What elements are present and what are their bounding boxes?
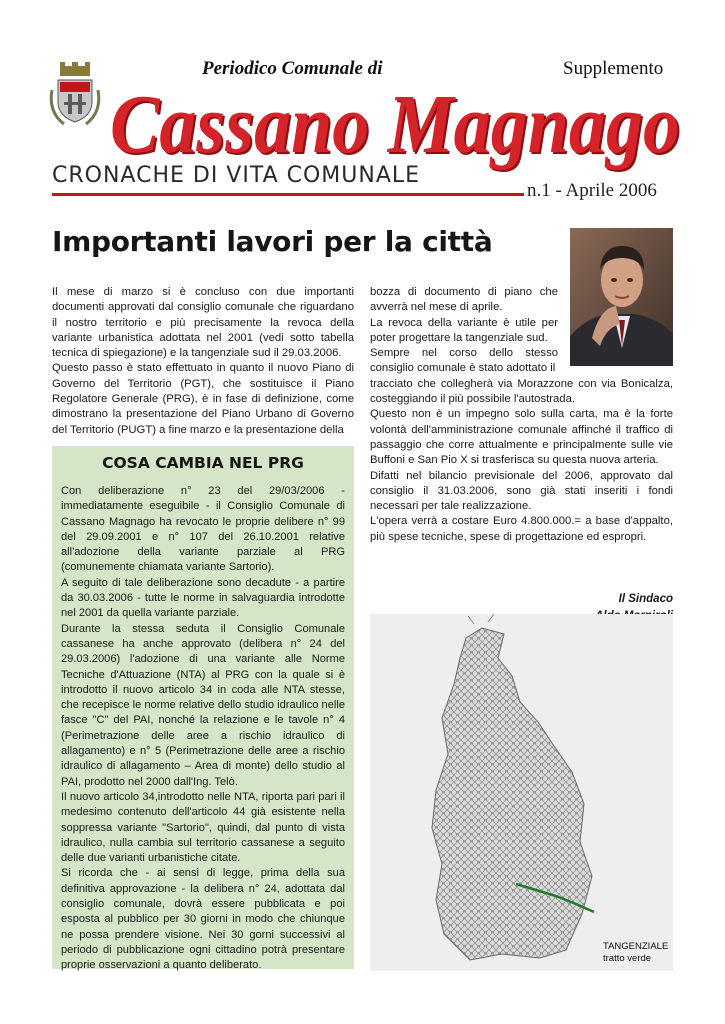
box-body — [61, 484, 345, 974]
map-caption — [603, 941, 668, 965]
box-paragraph: A seguito di tale deliberazione sono decadute - a partire da 30.03.2006 - tutte le norme in salvaguardia introdotte nel 2001 da quella variante parziale. — [61, 576, 345, 620]
article-paragraph: Questo passo è stato effettuato in quanto il nuovo Piano di Governo del Territorio (PGT), che sostituisce il Piano Regolatore Generale (PRG), è in fase di definizione, come dimostrano la presentazione del Piano Urbano di Governo del Territorio (PUGT) a fine marzo e la presentazione della — [52, 362, 354, 436]
supplement-label: Supplemento — [563, 58, 664, 79]
section-title: CRONACHE DI VITA COMUNALE — [52, 163, 421, 188]
issue-number: n.1 - Aprile 2006 — [527, 180, 657, 201]
column-2-top — [370, 285, 558, 377]
signature-role: Il Sindaco — [618, 593, 673, 605]
article-paragraph: Questo non è un impegno solo sulla carta, ma è la forte volontà dell'amministrazione comunale affinché il traffico di passaggio che corre attualmente e principalmente sulle vie Buffoni e San Pio X si trasferisca su questa nuova arteria. — [370, 408, 673, 467]
prg-changes-box — [52, 446, 354, 972]
box-paragraph: Si ricorda che - ai sensi di legge, prima della sua definitiva approvazione - la delibera n° 24, adottata dal consiglio comunale, dovrà essere pubblicata e poi esposta al pubblico per 30 giorni in modo che chiunque ne possa prendere visione. Nei 30 gorni successivi al periodo di pubblicazione ogni cittadino potrà presentare proprie osservazioni a quanto deliberato. — [61, 867, 345, 972]
article-paragraph: Il mese di marzo si è concluso con due importanti documenti approvati dal consiglio comunale che riguardano il nostro territorio e più precisamente la revoca della variante urbanistica adottata nel 2001 (vedi sotto tabella tecnica di spiegazione) e la tangenziale sud il 29.03.2006. — [52, 286, 354, 360]
box-paragraph: Con deliberazione n° 23 del 29/03/2006 - immediatamente eseguibile - il Consiglio Comunale di Cassano Magnago ha revocato le proprie delibere n° 99 del 29.09.2001 e n° 107 del 26.10.2001 relative all'adozione della variante parziale al PRG (comunemente chiamata variante Sartorio). — [61, 485, 345, 574]
box-title: COSA CAMBIA NEL PRG — [102, 454, 304, 472]
article-paragraph: L'opera verrà a costare Euro 4.800.000.= a base d'appalto, più spese tecniche, spese di progettazione ed espropri. — [370, 515, 673, 543]
box-paragraph: Durante la stessa seduta il Consiglio Comunale cassanese ha anche approvato (delibera n° 24 del 29.03.2006) l'adozione di una variante alle Norme Tecniche d'Attuazione (NTA) al PRG con la quale si è introdotto il nuovo articolo 34 in coda alle NTA stesse, che recepisce le norme relative dello studio idraulico nelle fasce "C" del PAI, nonché la relazione e le tavole n° 4 (Perimetrazione delle aree a rischio idraulico di allagamento) e n° 5 (Perimetrazione delle aree a rischio idraulico di allagamento – Area di monte) dello studio al PAI, prodotto nel 2000 dall'Ing. Telò. — [61, 622, 345, 788]
article-column-1 — [52, 285, 354, 438]
town-map-image — [370, 614, 673, 971]
masthead-logo-highlight: Cassano Magnago — [110, 78, 680, 171]
section-divider — [52, 193, 524, 196]
masthead-logo-text: Cassano Magnago — [112, 80, 682, 173]
map-caption-title: TANGENZIALE — [603, 941, 669, 952]
article-paragraph: tracciato che collegherà via Morazzone con via Bonicalza, costeggiando il più possibile l'autostrada. — [370, 377, 673, 406]
box-paragraph: Il nuovo articolo 34,introdotto nelle NTA, riporta pari pari il medesimo contenuto dell'articolo 44 già esistente nella soppressa variante "Sartorio", quindi, dal punto di vista idraulico, nulla cambia sul territorio cassanese a seguito delle due varianti urbanistiche citate. — [61, 790, 345, 865]
coat-of-arms-icon — [46, 60, 104, 130]
article-headline: Importanti lavori per la città — [52, 225, 493, 258]
article-paragraph: bozza di documento di piano che avverrà nel mese di aprile. — [370, 286, 558, 314]
map-caption-subtitle: tratto verde — [603, 953, 652, 964]
article-column-2 — [370, 285, 673, 545]
article-paragraph: Sempre nel corso dello stesso consiglio comunale è stato adottato il — [370, 347, 558, 375]
article-paragraph: La revoca della variante è utile per poter progettare la tangenziale sud. — [370, 316, 558, 344]
article-paragraph: Difatti nel bilancio previsionale del 2006, approvato dal consiglio il 31.03.2006, sono già stati inseriti i fondi necessari per tale realizzazione. — [370, 469, 673, 513]
masthead-subtitle: Periodico Comunale di — [202, 58, 383, 79]
